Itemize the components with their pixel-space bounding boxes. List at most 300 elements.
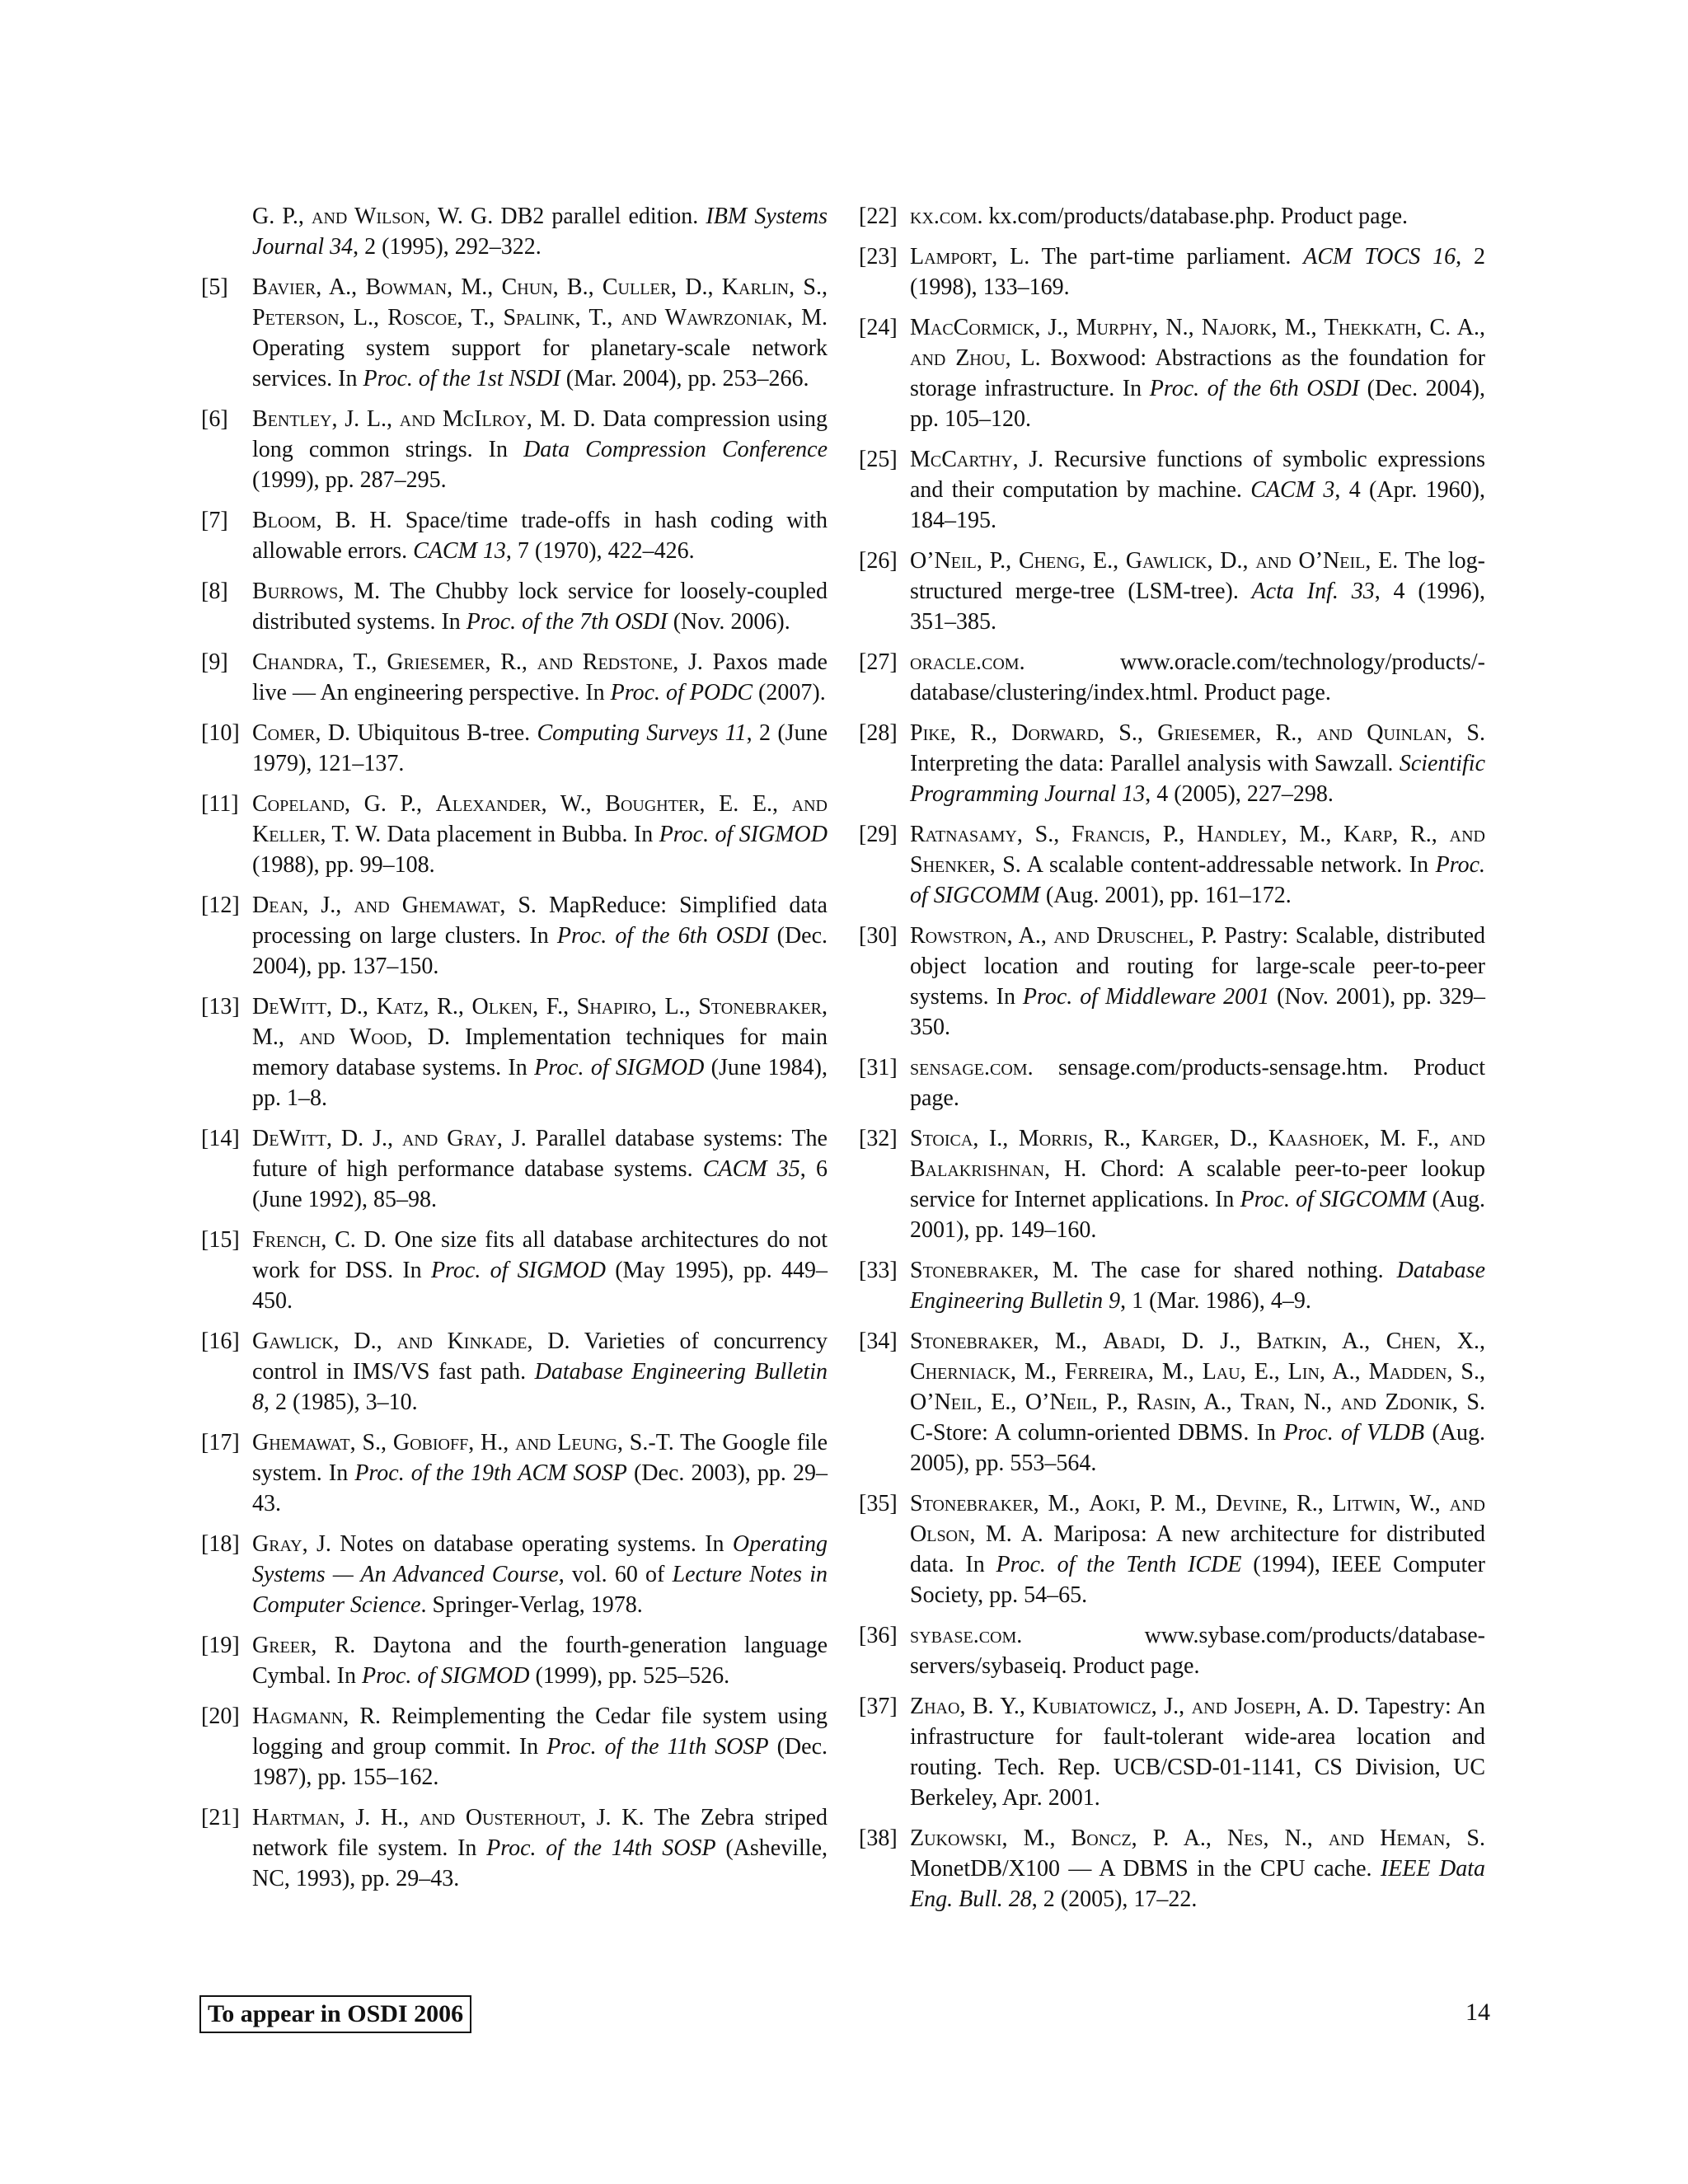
reference-entry: [859, 546, 1485, 637]
reference-number: [23]: [859, 244, 898, 269]
citation-text: (Aug. 2001), pp. 149–160.: [910, 1187, 1485, 1243]
author-name: Stonebraker: [698, 994, 822, 1019]
reference-number: [19]: [201, 1633, 240, 1658]
author-name: oracle.com: [910, 649, 1020, 675]
author-name: Bowman: [365, 274, 448, 300]
reference-entry: [201, 991, 828, 1113]
citation-text: , B.,: [552, 274, 603, 300]
reference-number: [9]: [201, 649, 228, 675]
reference-text: [910, 1255, 1485, 1316]
author-name: Tran: [1240, 1390, 1290, 1415]
author-name: Gobioff: [392, 1430, 469, 1455]
author-name: and Gray: [401, 1126, 497, 1151]
author-name: Chen: [1386, 1329, 1436, 1354]
citation-text: , I.,: [973, 1126, 1019, 1151]
venue-title: Proc. of the 11th SOSP: [546, 1734, 769, 1760]
reference-number: [22]: [859, 204, 898, 229]
citation-text: (Dec. 2003), pp. 29–43.: [252, 1460, 828, 1516]
citation-text: (Asheville, NC, 1993), pp. 29–43.: [252, 1835, 828, 1891]
references-right-column: [859, 201, 1485, 1924]
author-name: and Olson: [910, 1491, 1486, 1547]
author-name: Karlin: [721, 274, 790, 300]
reference-entry: [859, 444, 1485, 536]
venue-title: Proc. of the 6th OSDI: [556, 923, 769, 949]
reference-text: [910, 647, 1485, 708]
citation-text: , 2 (1995), 292–322.: [353, 234, 542, 260]
author-name: and: [312, 204, 354, 229]
reference-number: [24]: [859, 315, 898, 340]
citation-text: , W.,: [541, 791, 606, 817]
citation-text: , A.,: [1321, 1329, 1386, 1354]
author-name: O’Neil: [910, 548, 977, 574]
citation-text: , S.,: [789, 274, 828, 300]
author-name: Burrows: [252, 579, 339, 604]
citation-text: , B. H. Space/time trade-offs in hash coding with allowable errors.: [252, 508, 828, 564]
venue-title: Proc. of VLDB: [1283, 1420, 1425, 1446]
citation-text: , J.,: [1151, 1694, 1192, 1719]
author-name: Alexander: [435, 791, 542, 817]
author-name: and McIlroy: [399, 406, 527, 432]
author-name: and Redstone: [537, 649, 673, 675]
citation-text: . sensage.com/products-sensage.htm. Product page.: [910, 1055, 1485, 1111]
reference-number: [11]: [201, 791, 239, 817]
citation-text: , 2 (June 1979), 121–137.: [252, 720, 828, 776]
reference-number: [5]: [201, 274, 228, 300]
author-name: Aoki: [1089, 1491, 1136, 1516]
citation-text: , M.,: [1001, 1825, 1071, 1851]
citation-text: . www.oracle.com/technology/products/-database/clustering/index.html. Product page.: [910, 649, 1485, 705]
citation-text: . www.sybase.com/products/database-servers/sybaseiq. Product page.: [910, 1623, 1485, 1679]
citation-text: , M.,: [447, 274, 502, 300]
author-name: Cherniack: [910, 1359, 1011, 1385]
citation-text: , S. C-Store: A column-oriented DBMS. In: [910, 1390, 1486, 1446]
citation-text: , E.,: [1240, 1359, 1288, 1385]
citation-text: (2007).: [753, 680, 826, 705]
reference-number: [14]: [201, 1126, 240, 1151]
citation-text: , S.,: [349, 1430, 393, 1455]
citation-text: , M. The Chubby lock service for loosely-coupled distributed systems. In: [252, 579, 828, 635]
reference-entry: [859, 1326, 1485, 1479]
citation-text: , E.,: [976, 1390, 1025, 1415]
author-name: Gray: [252, 1531, 302, 1557]
citation-text: , M.,: [1147, 1359, 1203, 1385]
reference-text: [252, 1701, 828, 1793]
citation-text: (Dec. 2004), pp. 105–120.: [910, 376, 1485, 432]
venue-title: Data Compression Conference: [523, 437, 828, 462]
venue-title: Scientific Programming Journal 13: [910, 751, 1485, 807]
reference-number: [31]: [859, 1055, 898, 1080]
citation-text: , T.,: [457, 305, 504, 330]
author-name: Boughter: [605, 791, 700, 817]
reference-text: [910, 241, 1485, 302]
author-name: Rasin: [1137, 1390, 1191, 1415]
reference-entry: [859, 1488, 1485, 1610]
reference-entry: [859, 921, 1485, 1043]
reference-entry: [201, 1529, 828, 1620]
author-name: Karp: [1343, 822, 1393, 847]
author-name: and Wawrzoniak: [621, 305, 787, 330]
citation-text: , S.,: [1447, 1359, 1485, 1385]
citation-text: , M. Operating system support for planetary-scale network services. In: [252, 305, 828, 391]
venue-title: CACM 35: [702, 1156, 800, 1182]
reference-text: [252, 991, 828, 1113]
citation-text: (May 1995), pp. 449–450.: [252, 1258, 828, 1314]
author-name: Gawlick: [252, 1329, 334, 1354]
venue-title: Proc. of SIGCOMM: [1240, 1187, 1427, 1212]
citation-text: . Springer-Verlag, 1978.: [420, 1592, 643, 1618]
author-name: sensage.com: [910, 1055, 1028, 1080]
author-name: Zhao: [910, 1694, 960, 1719]
author-name: Dean: [252, 893, 303, 918]
citation-text: , B. Y.,: [959, 1694, 1033, 1719]
citation-text: , M.,: [1010, 1359, 1065, 1385]
citation-text: , A.,: [1190, 1390, 1241, 1415]
author-name: Lau: [1202, 1359, 1240, 1385]
reference-number: [29]: [859, 822, 898, 847]
author-name: Najork: [1201, 315, 1272, 340]
citation-text: , R.,: [1392, 822, 1450, 847]
reference-entry: [859, 1620, 1485, 1681]
author-name: O’Neil: [1025, 1390, 1092, 1415]
citation-text: , R. Reimplementing the Cedar file system using logging and group commit. In: [252, 1704, 828, 1760]
citation-text: , J. Parallel database systems: The future of high performance database systems.: [252, 1126, 828, 1182]
reference-number: [32]: [859, 1126, 898, 1151]
author-name: and Ghemawat: [354, 893, 500, 918]
citation-text: , R.,: [950, 720, 1012, 746]
author-name: and Keller: [252, 791, 828, 847]
author-name: and Wood: [298, 1024, 407, 1050]
author-name: sybase.com: [910, 1623, 1017, 1648]
citation-text: , P. A.,: [1131, 1825, 1227, 1851]
citation-text: (Mar. 2004), pp. 253–266.: [560, 366, 809, 391]
citation-text: , 2 (1985), 3–10.: [264, 1390, 418, 1415]
author-name: Olken: [471, 994, 533, 1019]
reference-number: [17]: [201, 1430, 240, 1455]
author-name: Bavier: [252, 274, 316, 300]
author-name: kx.com: [910, 204, 978, 229]
citation-text: , A.,: [316, 274, 366, 300]
citation-text: , T.,: [574, 305, 621, 330]
citation-text: (Dec. 1987), pp. 155–162.: [252, 1734, 828, 1790]
citation-text: , N.,: [1263, 1825, 1329, 1851]
citation-text: , R.,: [485, 649, 537, 675]
reference-text: [910, 1691, 1485, 1813]
citation-text: , R.,: [1282, 1491, 1333, 1516]
citation-text: , R. Daytona and the fourth-generation language Cymbal. In: [252, 1633, 828, 1689]
reference-number: [30]: [859, 923, 898, 949]
citation-text: (1999), pp. 525–526.: [529, 1663, 730, 1689]
citation-text: , 4 (1996), 351–385.: [910, 579, 1486, 635]
venue-title: Database Engineering Bulletin 8: [252, 1359, 828, 1415]
citation-text: (June 1984), pp. 1–8.: [252, 1055, 828, 1111]
citation-text: , M.,: [1281, 822, 1344, 847]
citation-text: , J. Notes on database operating systems. In: [302, 1531, 733, 1557]
reference-continuation: [201, 201, 828, 262]
author-name: Dorward: [1011, 720, 1099, 746]
citation-text: , J. H.,: [339, 1805, 420, 1830]
citation-text: (Nov. 2001), pp. 329–350.: [910, 984, 1485, 1040]
citation-text: , G. P.,: [345, 791, 436, 817]
citation-text: , S. MapReduce: Simplified data processing on large clusters. In: [252, 893, 828, 949]
reference-entry: [859, 241, 1485, 302]
author-name: Stoica: [910, 1126, 973, 1151]
author-name: Batkin: [1256, 1329, 1322, 1354]
citation-text: , S. A scalable content-addressable network. In: [989, 852, 1436, 878]
author-name: Katz: [376, 994, 424, 1019]
reference-number: [8]: [201, 579, 228, 604]
author-name: Lin: [1287, 1359, 1320, 1385]
author-name: Stonebraker: [910, 1491, 1034, 1516]
reference-text: [252, 789, 828, 880]
author-name: Wilson: [354, 204, 425, 229]
citation-text: , M.,: [252, 994, 828, 1050]
author-name: Devine: [1216, 1491, 1282, 1516]
reference-text: [252, 1630, 828, 1691]
reference-number: [26]: [859, 548, 898, 574]
author-name: Thekkath: [1324, 315, 1417, 340]
reference-entry: [201, 1326, 828, 1418]
author-name: Bloom: [252, 508, 316, 533]
reference-number: [35]: [859, 1491, 898, 1516]
author-name: Murphy: [1076, 315, 1153, 340]
citation-text: , D. Implementation techniques for main memory database systems. In: [252, 1024, 828, 1080]
reference-entry: [201, 1701, 828, 1793]
venue-title: Operating Systems — An Advanced Course: [252, 1531, 828, 1587]
citation-text: , M. F.,: [1363, 1126, 1450, 1151]
left-reference-list: [201, 272, 828, 1894]
citation-text: , N.,: [1289, 1390, 1341, 1415]
citation-text: , X.,: [1435, 1329, 1485, 1354]
reference-entry: [201, 272, 828, 394]
venue-title: Proc. of SIGMOD: [534, 1055, 705, 1080]
author-name: Peterson: [252, 305, 340, 330]
author-name: Hagmann: [252, 1704, 344, 1729]
reference-text: [252, 576, 828, 637]
page-number: 14: [1465, 1999, 1490, 2026]
reference-entry: [201, 1630, 828, 1691]
reference-text: [910, 201, 1485, 232]
citation-text: , E.,: [1080, 548, 1126, 574]
citation-text: , M.,: [1033, 1329, 1104, 1354]
citation-text: , M. The case for shared nothing.: [1033, 1258, 1397, 1283]
author-name: Shapiro: [576, 994, 651, 1019]
citation-text: , D.,: [326, 994, 377, 1019]
reference-number: [12]: [201, 893, 240, 918]
author-name: Rowstron: [910, 923, 1007, 949]
reference-number: [10]: [201, 720, 240, 746]
citation-text: , E. E.,: [699, 791, 792, 817]
author-name: Ratnasamy: [910, 822, 1017, 847]
author-name: Greer: [252, 1633, 312, 1658]
citation-text: , H. Chord: A scalable peer-to-peer lookup service for Internet applications. In: [910, 1156, 1485, 1212]
venue-title: Proc. of PODC: [610, 680, 753, 705]
author-name: and Zhou: [910, 345, 1006, 371]
author-name: Nes: [1226, 1825, 1264, 1851]
citation-text: , L. Boxwood: Abstractions as the foundation for storage infrastructure. In: [910, 345, 1485, 401]
author-name: and Balakrishnan: [910, 1126, 1485, 1182]
citation-text: , A. D. Tapestry: An infrastructure for fault-tolerant wide-area location and routing. Tech. Rep. UCB/CSD-01-1141, CS Division, UC Berkeley, Apr. 2001.: [910, 1694, 1485, 1811]
reference-number: [36]: [859, 1623, 898, 1648]
venue-title: Acta Inf. 33: [1251, 579, 1375, 604]
author-name: Litwin: [1332, 1491, 1395, 1516]
reference-number: [37]: [859, 1694, 898, 1719]
venue-title: Proc. of the 1st NSDI: [363, 366, 560, 391]
citation-text: , A.,: [1006, 923, 1054, 949]
reference-entry: [859, 647, 1485, 708]
citation-text: (Nov. 2006).: [667, 609, 790, 635]
reference-text: [910, 718, 1485, 809]
author-name: Spalink: [503, 305, 575, 330]
reference-number: [25]: [859, 447, 898, 472]
author-name: and Druschel: [1053, 923, 1189, 949]
reference-entry: [201, 890, 828, 982]
author-name: Hartman: [252, 1805, 340, 1830]
citation-text: , P. Pastry: Scalable, distributed object location and routing for large-scale peer-to-peer systems. In: [910, 923, 1485, 1010]
citation-text: (Aug. 2001), pp. 161–172.: [1039, 883, 1292, 908]
venue-title: CACM 3: [1250, 477, 1335, 503]
reference-entry: [201, 647, 828, 708]
citation-text: , D.,: [1207, 548, 1256, 574]
author-name: Karger: [1141, 1126, 1214, 1151]
venue-title: Proc. of the 7th OSDI: [466, 609, 668, 635]
citation-text: , E. The log-structured merge-tree (LSM-tree).: [910, 548, 1485, 604]
citation-text: , J. Recursive functions of symbolic expressions and their computation by machine.: [910, 447, 1485, 503]
reference-text: [252, 272, 828, 394]
reference-entry: [859, 718, 1485, 809]
author-name: Morris: [1018, 1126, 1088, 1151]
citation-text: , P.,: [1144, 822, 1198, 847]
citation-text: (1999), pp. 287–295.: [252, 467, 447, 493]
citation-text: , T.,: [338, 649, 387, 675]
venue-title: Computing Surveys 11: [537, 720, 747, 746]
author-name: Griesemer: [387, 649, 485, 675]
citation-text: , P. M.,: [1135, 1491, 1217, 1516]
venue-footer-label: To appear in OSDI 2006: [199, 1995, 471, 2033]
reference-text: [910, 546, 1485, 637]
citation-text: , 7 (1970), 422–426.: [505, 538, 695, 564]
reference-text: [252, 1427, 828, 1519]
citation-text: . kx.com/products/database.php. Product page.: [977, 204, 1408, 229]
reference-text: [252, 1802, 828, 1894]
reference-entry: [859, 1823, 1485, 1915]
reference-entry: [201, 718, 828, 779]
author-name: Ghemawat: [252, 1430, 350, 1455]
reference-number: [16]: [201, 1329, 240, 1354]
reference-entry: [201, 1123, 828, 1215]
venue-title: Lecture Notes in Computer Science: [252, 1562, 828, 1618]
citation-text: , 4 (2005), 227–298.: [1145, 781, 1334, 807]
citation-text: , J.,: [1034, 315, 1076, 340]
author-name: Zukowski: [910, 1825, 1002, 1851]
reference-text: [252, 404, 828, 495]
citation-text: , 2 (1998), 133–169.: [910, 244, 1485, 300]
reference-text: [252, 718, 828, 779]
citation-text: , L.,: [339, 305, 388, 330]
reference-text: [252, 890, 828, 982]
author-name: Handley: [1197, 822, 1282, 847]
citation-text: , C. D. One size fits all database architectures do not work for DSS. In: [252, 1227, 828, 1283]
citation-text: , R.,: [423, 994, 472, 1019]
citation-text: , W. G. DB2 parallel edition.: [424, 204, 706, 229]
author-name: Boncz: [1071, 1825, 1132, 1851]
reference-text: [910, 444, 1485, 536]
citation-text: , J. Paxos made live — An engineering perspective. In: [252, 649, 828, 705]
venue-title: Database Engineering Bulletin 9: [910, 1258, 1485, 1314]
reference-number: [15]: [201, 1227, 240, 1253]
reference-number: [33]: [859, 1258, 898, 1283]
reference-entry: [201, 404, 828, 495]
reference-number: [6]: [201, 406, 228, 432]
reference-text: [252, 505, 828, 566]
reference-text: [252, 1123, 828, 1215]
citation-text: , A.,: [1319, 1359, 1369, 1385]
citation-text: , W.,: [1395, 1491, 1450, 1516]
citation-text: , N.,: [1152, 315, 1202, 340]
venue-title: Proc. of SIGMOD: [430, 1258, 606, 1283]
citation-text: , 1 (Mar. 1986), 4–9.: [1120, 1288, 1311, 1314]
author-name: Bentley: [252, 406, 332, 432]
citation-text: , C. A.,: [1416, 315, 1485, 340]
author-name: and Leung: [515, 1430, 617, 1455]
reference-text: [910, 1823, 1485, 1915]
citation-text: , 2 (2005), 17–22.: [1031, 1886, 1198, 1912]
author-name: and Kinkade: [396, 1329, 528, 1354]
venue-title: CACM 13: [413, 538, 506, 564]
reference-entry: [859, 1052, 1485, 1113]
citation-text: , S.,: [1099, 720, 1158, 746]
author-name: Culler: [602, 274, 671, 300]
reference-number: [21]: [201, 1805, 240, 1830]
reference-text: [252, 1529, 828, 1620]
author-name: Ferreira: [1064, 1359, 1148, 1385]
citation-text: , M. D. Data compression using long common strings. In: [252, 406, 828, 462]
author-name: O’Neil: [910, 1390, 977, 1415]
citation-text: (Aug. 2005), pp. 553–564.: [910, 1420, 1485, 1476]
citation-text: , R.,: [1255, 720, 1317, 746]
citation-text: , M. A. Mariposa: A new architecture for distributed data. In: [910, 1521, 1485, 1577]
reference-number: [7]: [201, 508, 228, 533]
venue-title: Proc. of Middleware 2001: [1022, 984, 1270, 1010]
author-name: McCarthy: [910, 447, 1013, 472]
author-name: Roscoe: [387, 305, 457, 330]
citation-text: , S. Interpreting the data: Parallel analysis with Sawzall.: [910, 720, 1486, 776]
citation-text: , J. L.,: [331, 406, 400, 432]
author-name: MacCormick: [910, 315, 1035, 340]
author-name: Comer: [252, 720, 316, 746]
citation-text: , P.,: [1091, 1390, 1137, 1415]
author-name: DeWitt: [252, 994, 326, 1019]
venue-title: Proc. of SIGMOD: [362, 1663, 530, 1689]
author-name: Chandra: [252, 649, 339, 675]
citation-text: , J.,: [302, 893, 354, 918]
author-name: Cheng: [1018, 548, 1081, 574]
author-name: and O’Neil: [1255, 548, 1366, 574]
reference-number: [38]: [859, 1825, 898, 1851]
reference-entry: [859, 201, 1485, 232]
venue-title: Proc. of SIGCOMM: [910, 852, 1485, 908]
citation-text: , T. W. Data placement in Bubba. In: [320, 822, 659, 847]
reference-text: [910, 819, 1485, 911]
citation-text: , 4 (Apr. 1960), 184–195.: [910, 477, 1486, 533]
citation-text: , D. Varieties of concurrency control in IMS/VS fast path.: [252, 1329, 828, 1385]
citation-text: , D.,: [1213, 1126, 1268, 1151]
citation-text: G. P.,: [252, 204, 312, 229]
venue-title: Proc. of the 14th SOSP: [486, 1835, 716, 1861]
reference-entry: [201, 789, 828, 880]
reference-text: [252, 647, 828, 708]
author-name: Pike: [910, 720, 950, 746]
author-name: and Joseph: [1191, 1694, 1296, 1719]
